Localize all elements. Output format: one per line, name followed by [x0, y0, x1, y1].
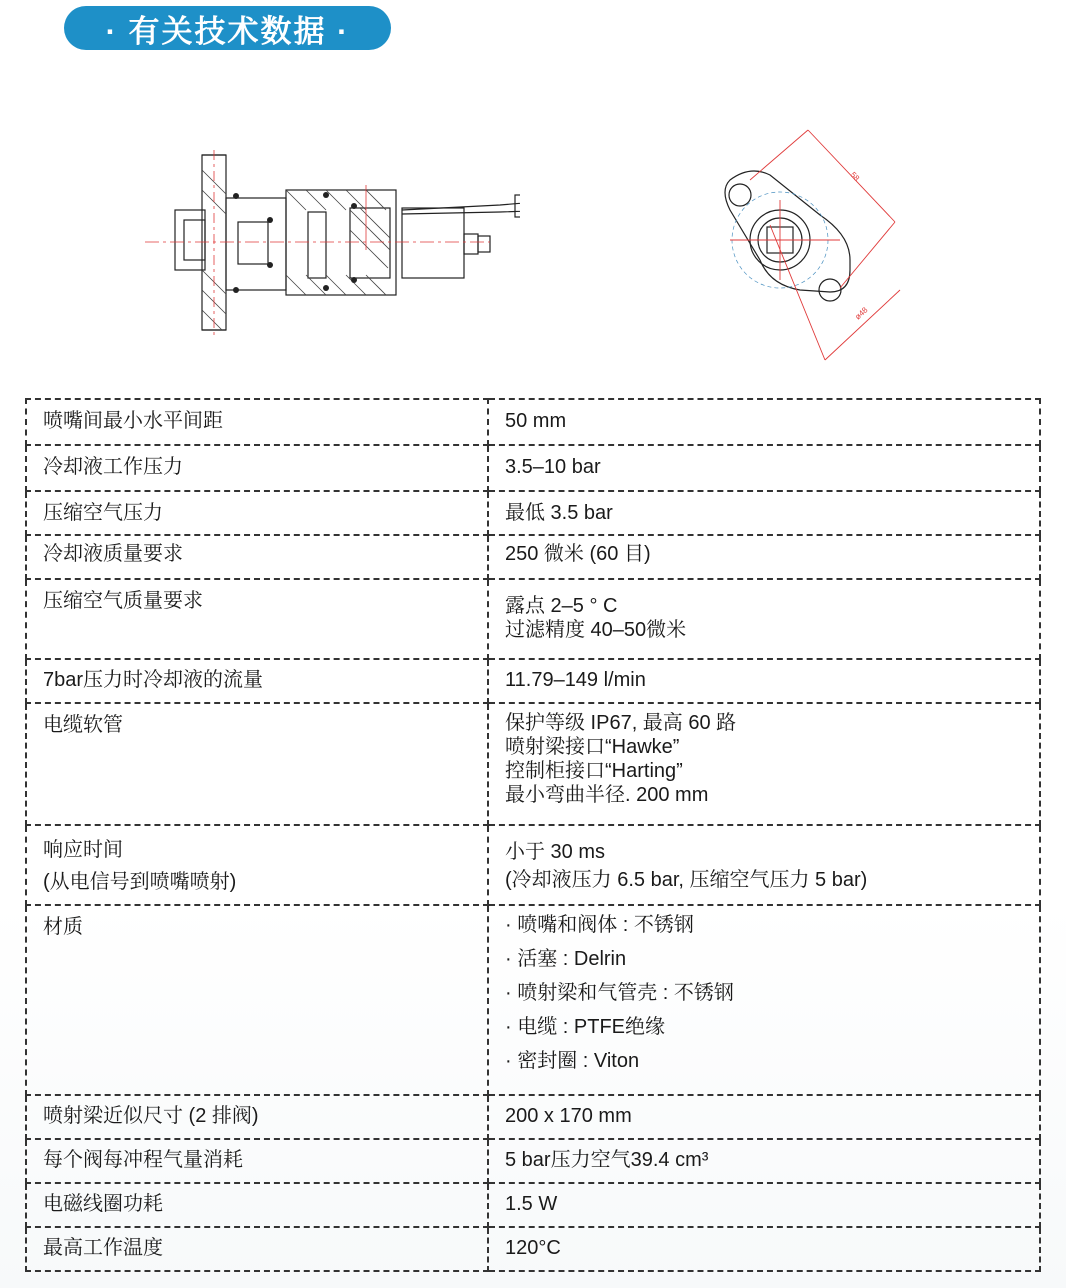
- table-row: [26, 445, 1040, 491]
- spec-key: 材质: [26, 905, 488, 1095]
- table-row: [26, 825, 1040, 905]
- table-row: [26, 703, 1040, 825]
- table-row: [26, 491, 1040, 535]
- dim-label-58: 58: [848, 170, 862, 183]
- spec-key: 7bar压力时冷却液的流量: [26, 659, 488, 703]
- spec-key: 电磁线圈功耗: [26, 1183, 488, 1227]
- spec-key: 喷射梁近似尺寸 (2 排阀): [26, 1095, 488, 1139]
- spec-key: 电缆软管: [26, 703, 488, 825]
- spec-value: 小于 30 ms (冷却液压力 6.5 bar, 压缩空气压力 5 bar): [488, 825, 1040, 905]
- table-row: [26, 1139, 1040, 1183]
- table-row: [26, 579, 1040, 659]
- spec-value: 50 mm: [488, 399, 1040, 445]
- spec-value: 200 x 170 mm: [488, 1095, 1040, 1139]
- valve-cross-section-drawing: [140, 150, 520, 340]
- spec-table: [25, 398, 1041, 1272]
- spec-value: · 喷嘴和阀体 : 不锈钢 · 活塞 : Delrin · 喷射梁和气管壳 : 不锈钢 · 电缆 : PTFE绝缘 · 密封圈 : Viton: [488, 905, 1040, 1095]
- section-title: · 有关技术数据 ·: [64, 6, 391, 50]
- spec-value: 3.5–10 bar: [488, 445, 1040, 491]
- spec-value: 120°C: [488, 1227, 1040, 1271]
- spec-key: 压缩空气压力: [26, 491, 488, 535]
- spec-key: 喷嘴间最小水平间距: [26, 399, 488, 445]
- spec-key: 每个阀每冲程气量消耗: [26, 1139, 488, 1183]
- spec-key: 响应时间 (从电信号到喷嘴喷射): [26, 825, 488, 905]
- table-row: [26, 905, 1040, 1095]
- table-row: [26, 399, 1040, 445]
- spec-value: 250 微米 (60 目): [488, 535, 1040, 579]
- table-row: [26, 535, 1040, 579]
- flange-top-view-drawing: [710, 120, 910, 365]
- spec-key: 最高工作温度: [26, 1227, 488, 1271]
- spec-value: 11.79–149 l/min: [488, 659, 1040, 703]
- spec-value: 露点 2–5 ° C 过滤精度 40–50微米: [488, 579, 1040, 659]
- dim-label-48: ø48: [853, 305, 870, 322]
- spec-value: 保护等级 IP67, 最高 60 路 喷射梁接口“Hawke” 控制柜接口“Harting” 最小弯曲半径. 200 mm: [488, 703, 1040, 825]
- spec-value: 1.5 W: [488, 1183, 1040, 1227]
- spec-value: 5 bar压力空气39.4 cm³: [488, 1139, 1040, 1183]
- table-row: [26, 1095, 1040, 1139]
- spec-key: 冷却液质量要求: [26, 535, 488, 579]
- table-row: [26, 659, 1040, 703]
- spec-value: 最低 3.5 bar: [488, 491, 1040, 535]
- spec-key: 压缩空气质量要求: [26, 579, 488, 659]
- spec-key: 冷却液工作压力: [26, 445, 488, 491]
- table-row: [26, 1227, 1040, 1271]
- table-row: [26, 1183, 1040, 1227]
